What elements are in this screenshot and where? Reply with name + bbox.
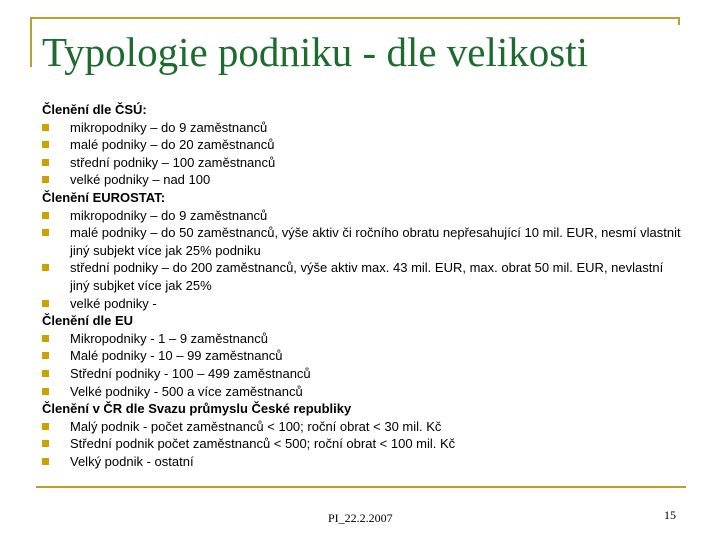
square-bullet-icon	[42, 335, 49, 342]
frame-left-line	[30, 17, 32, 67]
square-bullet-icon	[42, 388, 49, 395]
list-item-text: malé podniky – do 20 zaměstnanců	[70, 137, 275, 153]
list-item	[42, 259, 682, 294]
square-bullet-icon	[42, 176, 49, 183]
list-item-text: Střední podnik počet zaměstnanců < 500; roční obrat < 100 mil. Kč	[70, 436, 456, 452]
list-item	[42, 207, 682, 225]
list-item	[42, 383, 682, 401]
page-number: 15	[664, 508, 676, 522]
frame-right-tick	[678, 17, 680, 25]
section-eurostat	[42, 189, 682, 312]
section-eu	[42, 312, 682, 400]
list-item	[42, 330, 682, 348]
list-item	[42, 435, 682, 453]
list-item-text: Velký podnik - ostatní	[70, 453, 194, 469]
list-item-text: velké podniky – nad 100	[70, 172, 211, 188]
footer-label: PI_22.2.2007	[328, 511, 393, 525]
section-heading: Členění v ČR dle Svazu průmyslu České republiky	[42, 401, 352, 417]
square-bullet-icon	[42, 124, 49, 131]
list-item-text: velké podniky -	[70, 295, 157, 311]
square-bullet-icon	[42, 264, 49, 271]
list-item	[42, 347, 682, 365]
square-bullet-icon	[42, 229, 49, 236]
list-item	[42, 154, 682, 172]
section-heading: Členění EUROSTAT:	[42, 189, 166, 205]
list-item	[42, 295, 682, 313]
list-item-text: mikropodniky – do 9 zaměstnanců	[70, 207, 268, 223]
list-item-text: malé podniky – do 50 zaměstnanců, výše aktiv či ročního obratu nepřesahující 10 mil. EUR, nesmí vlastnit jiný subjekt více jak 25% podniku	[70, 225, 681, 258]
list-item-text: Malé podniky - 10 – 99 zaměstnanců	[70, 348, 283, 364]
list-item-text: střední podniky – 100 zaměstnanců	[70, 154, 276, 170]
square-bullet-icon	[42, 423, 49, 430]
square-bullet-icon	[42, 141, 49, 148]
square-bullet-icon	[42, 300, 49, 307]
slide-content	[42, 101, 682, 470]
list-item-text: Velké podniky - 500 a více zaměstnanců	[70, 383, 303, 399]
square-bullet-icon	[42, 458, 49, 465]
section-csu	[42, 101, 682, 189]
section-svaz-prumyslu	[42, 400, 682, 470]
list-item-text: střední podniky – do 200 zaměstnanců, výše aktiv max. 43 mil. EUR, max. obrat 50 mil. EUR, nevlastní jiný subjket více jak 25%	[70, 260, 664, 293]
list-item-text: mikropodniky – do 9 zaměstnanců	[70, 119, 268, 135]
list-item	[42, 171, 682, 189]
footer-line	[36, 486, 686, 488]
list-item	[42, 136, 682, 154]
list-item-text: Střední podniky - 100 – 499 zaměstnanců	[70, 365, 311, 381]
frame-top-line	[30, 17, 680, 19]
section-heading: Členění dle EU	[42, 313, 134, 329]
square-bullet-icon	[42, 440, 49, 447]
list-item	[42, 453, 682, 471]
square-bullet-icon	[42, 159, 49, 166]
list-item	[42, 365, 682, 383]
slide-title: Typologie podniku - dle velikosti	[42, 29, 589, 75]
square-bullet-icon	[42, 212, 49, 219]
square-bullet-icon	[42, 370, 49, 377]
list-item	[42, 224, 682, 259]
list-item	[42, 119, 682, 137]
square-bullet-icon	[42, 352, 49, 359]
list-item-text: Mikropodniky - 1 – 9 zaměstnanců	[70, 330, 268, 346]
list-item-text: Malý podnik - počet zaměstnanců < 100; roční obrat < 30 mil. Kč	[70, 418, 442, 434]
section-heading: Členění dle ČSÚ:	[42, 102, 147, 117]
list-item	[42, 418, 682, 436]
